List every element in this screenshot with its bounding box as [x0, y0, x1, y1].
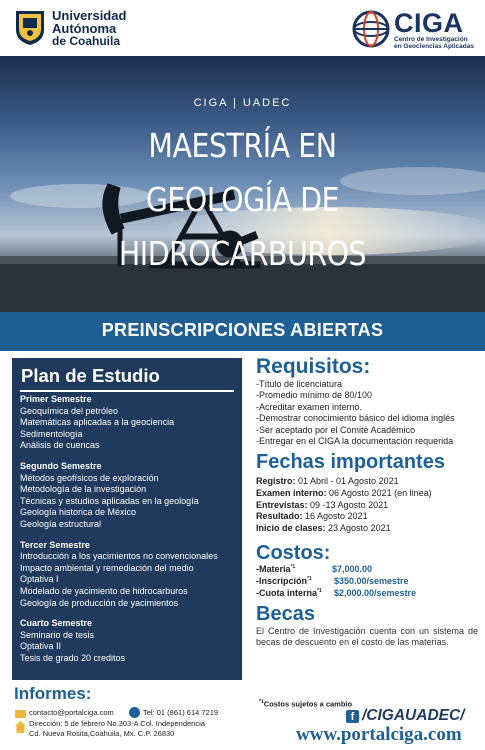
date-item — [256, 500, 478, 512]
requirements-heading: Requisitos: — [256, 355, 371, 378]
date-value: 01 Abril - 01 Agosto 2021 — [295, 476, 399, 487]
date-value: 23 Agosto 2021 — [325, 522, 391, 533]
header — [0, 0, 485, 56]
email-icon — [15, 710, 26, 718]
cost-item — [256, 564, 478, 576]
course-item: Métodos geofísicos de exploración — [20, 472, 159, 483]
course-item: Matemáticas aplicadas a la geociencia — [20, 417, 175, 428]
requirement-item: -Acreditar examen interno. — [256, 401, 363, 412]
contact-email[interactable]: contacto@portalciga.com — [29, 708, 114, 717]
costs-disclaimer — [259, 699, 352, 709]
contact-address-line-2: Cd. Nueva Rosita,Coahuila, Mx. C.P. 26830 — [29, 729, 175, 738]
costs-disclaimer-mark: *1 — [259, 699, 264, 705]
requirement-item: -Título de licenciatura — [256, 379, 343, 389]
university-name — [52, 9, 126, 48]
contact-address-line-1: Dirección: 5 de febrero No.303-A Col. Independencia — [29, 719, 205, 728]
semester-heading: Tercer Semestre — [20, 539, 90, 550]
cost-footnote-mark: *1 — [290, 564, 296, 571]
course-item: Técnicas y estudios aplicadas en la geología — [20, 495, 199, 506]
semester-heading: Cuarto Semestre — [20, 618, 93, 629]
cost-amount: $7,000.00 — [332, 564, 373, 575]
course-item: Metodología de la investigación — [20, 484, 147, 495]
cost-item — [256, 576, 478, 588]
hero-title-line-1: MAESTRÍA EN — [148, 126, 337, 165]
cost-label: -Materia — [256, 564, 291, 575]
social-handle[interactable]: /CIGAUADEC/ — [362, 707, 465, 724]
ciga-subtitle — [394, 36, 474, 50]
date-item — [256, 476, 478, 488]
course-item: Análisis de cuencas — [20, 440, 100, 451]
study-plan-title: Plan de Estudio — [21, 365, 160, 386]
university-name-line-1: Universidad — [52, 8, 127, 23]
course-item: Sedimentología — [20, 428, 83, 439]
date-label: Resultado: — [256, 511, 303, 522]
date-item — [256, 511, 478, 523]
cost-label: -Inscripción — [256, 576, 308, 587]
cost-amount: $350.00/semestre — [334, 576, 409, 587]
contact-phone[interactable]: Tel: 01 (861) 614 7219 — [143, 708, 219, 717]
course-item: Impacto ambiental y remediación del medio — [20, 562, 194, 573]
requirement-item: -Entregar en el CIGA la documentación requerida — [256, 436, 454, 447]
cost-label: -Cuota interna — [256, 588, 318, 598]
university-name-line-2: Autónoma — [52, 21, 117, 36]
contact-heading: Informes: — [14, 684, 92, 703]
cost-footnote-mark: *1 — [307, 576, 312, 583]
facebook-icon[interactable]: f — [346, 710, 359, 723]
course-item: Geología estructural — [20, 518, 102, 529]
hero-title-line-2: GEOLOGÍA DE — [145, 180, 340, 219]
date-item — [256, 523, 478, 535]
course-item: Seminario de tesis — [20, 629, 95, 640]
course-item: Optativa II — [20, 641, 62, 652]
study-plan-list — [20, 394, 240, 664]
date-label: Examen interno: — [256, 488, 327, 499]
requirement-item: -Promedio mínimo de 80/100 — [256, 390, 373, 401]
preinscriptions-banner — [0, 312, 485, 351]
website-link[interactable]: www.portalciga.com — [296, 724, 462, 745]
course-item: Tesis de grado 20 creditos — [20, 652, 126, 663]
scholarships-heading: Becas — [256, 602, 315, 625]
university-name-line-3: de Coahuila — [52, 34, 121, 48]
ciga-subtitle-line-2: en Geociencias Aplicadas — [394, 43, 474, 50]
details-column — [256, 356, 478, 649]
requirement-item: -Ser aceptado por el Comité Académico — [256, 424, 416, 435]
course-item: Introducción a los yacimientos no convencionales — [20, 551, 218, 562]
study-plan-box — [12, 358, 242, 680]
date-value: 16 Agosto 2021 — [302, 511, 368, 522]
costs-heading: Costos: — [256, 542, 331, 565]
hero-title-line-3: HIDROCARBUROS — [118, 234, 367, 273]
course-item: Modelado de yacimiento de hidrocarburos — [20, 585, 188, 596]
date-label: Registro: — [256, 476, 296, 487]
semester-heading: Primer Semestre — [20, 394, 92, 404]
course-item: Geología de producción de yacimientos — [20, 597, 179, 608]
ciga-globe-icon — [352, 10, 390, 48]
uadec-seal-logo — [14, 8, 46, 46]
date-value: 06 Agosto 2021 (en linea) — [326, 488, 432, 499]
ciga-logo-text: CIGA — [394, 8, 464, 38]
date-value: 09 -13 Agosto 2021 — [307, 499, 389, 510]
study-plan-divider — [20, 390, 234, 392]
date-item — [256, 488, 478, 500]
date-label: Entrevistas: — [256, 499, 308, 510]
semester-heading: Segundo Semestre — [20, 460, 102, 471]
date-label: Inicio de clases: — [256, 522, 326, 533]
cost-footnote-mark: *1 — [317, 588, 322, 594]
ciga-subtitle-line-1: Centro de Investigación — [394, 36, 468, 43]
hero-tagline: CIGA | UADEC — [193, 97, 292, 109]
cost-item — [256, 588, 478, 600]
requirements-list — [256, 379, 478, 447]
banner-text: PREINSCRIPCIONES ABIERTAS — [101, 320, 384, 340]
dates-heading: Fechas importantes — [256, 451, 445, 474]
address-house-icon — [15, 721, 26, 733]
course-item: Geoquímica del petróleo — [20, 405, 119, 416]
costs-list — [256, 564, 478, 599]
hero-image — [0, 56, 485, 312]
costs-disclaimer-text: Costos sujetos a cambio — [263, 699, 353, 709]
course-item: Optativa I — [20, 574, 59, 585]
phone-icon — [129, 707, 140, 718]
course-item: Geología historica de México — [20, 507, 137, 518]
dates-list — [256, 476, 478, 534]
requirement-item: -Demostrar conocimiento básico del idioma inglés — [256, 413, 455, 424]
scholarships-text: El Centro de Investigación cuenta con un sistema de becas de descuento en el costo de las materias. — [256, 625, 478, 648]
cost-amount: $2,000.00/semestre — [334, 588, 417, 598]
